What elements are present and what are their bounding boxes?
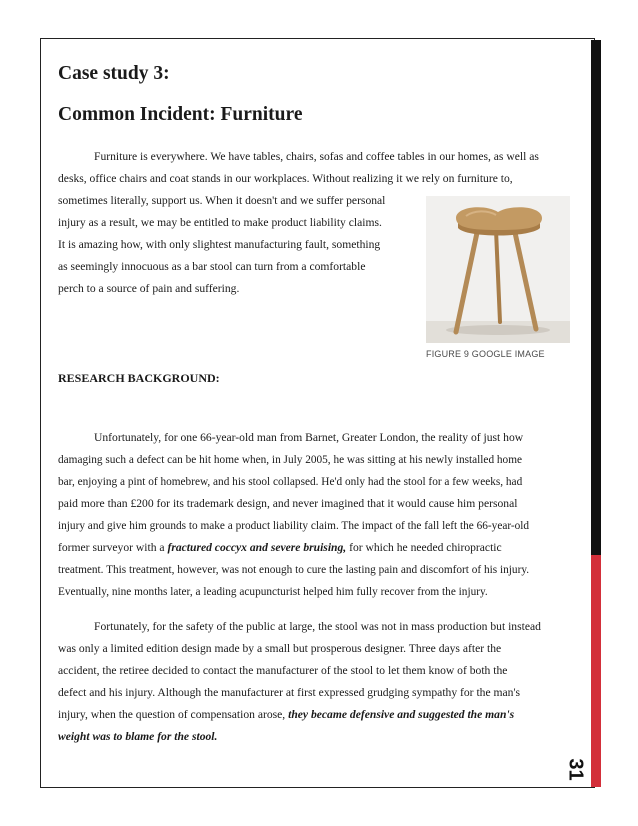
research-line: [58, 708, 514, 722]
research-line: Eventually, nine months later, a leading acupuncturist helped him fully recover from the injury.: [58, 586, 488, 598]
case-study-label: Case study 3:: [58, 63, 170, 84]
research-line: accident, the retiree decided to contact the manufacturer of the stool to let them know of both the: [58, 664, 508, 677]
intro-line: as seemingly innocuous as a bar stool can turn from a comfortable: [58, 260, 366, 273]
page-number-text: 31: [564, 758, 587, 781]
text-run: for which he needed chiropractic: [346, 541, 502, 554]
research-line-emphasis: weight was to blame for the stool.: [58, 730, 218, 743]
intro-line: It is amazing how, with only slightest manufacturing fault, something: [58, 238, 381, 251]
research-line: was only a limited edition design made by a small but prosperous designer. Three days after the: [58, 642, 502, 655]
research-line: damaging such a defect can be hit home when, in July 2005, he was sitting at his newly installed home: [58, 454, 523, 466]
intro-line: Furniture is everywhere. We have tables, chairs, sofas and coffee tables in our homes, as well as: [94, 150, 539, 163]
intro-line: perch to a source of pain and suffering.: [58, 282, 240, 295]
research-line: injury and give him grounds to make a product liability claim. The impact of the fall left the 66-year-old: [58, 520, 530, 532]
text-run: former surveyor with a: [58, 541, 168, 554]
research-line: bar, enjoying a pint of homebrew, and his stool collapsed. He'd only had the stool for a few weeks, had: [58, 476, 523, 488]
intro-line: injury as a result, we may be entitled to make product liability claims.: [58, 216, 382, 229]
research-line: Fortunately, for the safety of the public at large, the stool was not in mass production but instead: [94, 620, 541, 633]
intro-line: desks, office chairs and coat stands in our workplaces. Without realizing it we rely on furniture to,: [58, 172, 513, 185]
research-line: Unfortunately, for one 66-year-old man from Barnet, Greater London, the reality of just how: [94, 431, 524, 444]
bar-stool-image: [426, 196, 570, 343]
emphasis-injury: fractured coccyx and severe bruising,: [167, 541, 347, 554]
research-line: defect and his injury. Although the manufacturer at first expressed grudging sympathy for the man's: [58, 686, 521, 699]
figure-caption: FIGURE 9 GOOGLE IMAGE: [426, 349, 545, 359]
emphasis-defensive: they became defensive and suggested the man's: [288, 708, 515, 721]
research-line: treatment. This treatment, however, was not enough to cure the lasting pain and discomfort of his injury.: [58, 564, 530, 576]
side-bar-black: [591, 40, 601, 555]
page-number: [564, 752, 590, 782]
research-line: paid more than £200 for its trademark design, and never imagined that it would cause him personal: [58, 497, 518, 510]
page-title: Common Incident: Furniture: [58, 104, 303, 125]
text-run: injury, when the question of compensation arose,: [58, 708, 289, 721]
intro-line: sometimes literally, support us. When it doesn't and we suffer personal: [58, 194, 386, 207]
side-bar-red: [591, 555, 601, 787]
research-heading: RESEARCH BACKGROUND:: [58, 371, 220, 385]
research-line: [58, 541, 502, 555]
